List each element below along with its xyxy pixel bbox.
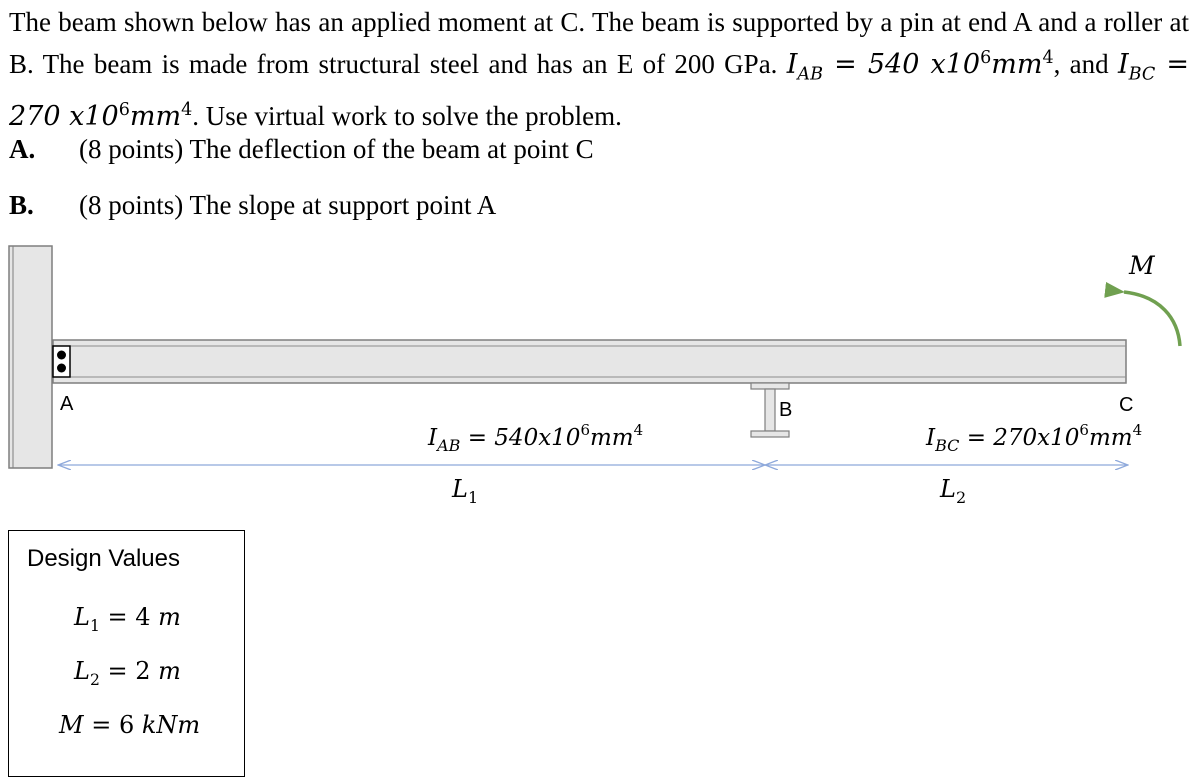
design-values-title: Design Values: [27, 545, 180, 572]
question-b-letter: B.: [9, 190, 34, 220]
iab-exponent: 6: [980, 48, 992, 68]
dv-l1-symbol: L: [74, 603, 90, 631]
ibc-diagram-value: = 270x10: [959, 425, 1080, 451]
ibc-subscript: BC: [1128, 64, 1156, 85]
label-b: B: [779, 399, 793, 421]
ibc-diagram-symbol: I: [926, 425, 936, 451]
ibc-diagram-label: [925, 421, 1142, 455]
iab-diagram-symbol: I: [428, 425, 438, 451]
design-value-m: [59, 711, 200, 740]
iab-diagram-subscript: AB: [437, 436, 461, 455]
question-a: [9, 134, 594, 165]
dv-l1-unit: m: [158, 603, 181, 631]
iab-diagram-unit: mm: [589, 425, 634, 451]
iab-unit-exponent: 4: [1042, 48, 1054, 68]
l2-diagram-symbol: L: [940, 475, 956, 503]
l1-diagram-symbol: L: [452, 475, 468, 503]
iab-unit: mm: [991, 49, 1043, 80]
problem-mid-text: , and: [1053, 49, 1118, 79]
ibc-diagram-subscript: BC: [935, 436, 960, 455]
wall: [9, 246, 52, 468]
dv-l1-subscript: 1: [89, 616, 100, 635]
beam-diagram: [0, 240, 1196, 530]
problem-intro-text: The beam shown below has an applied moment at C. The beam is supported by a pin at end A and a roller at B. The beam is made from structural steel and has an E of 200 GPa.: [9, 7, 1189, 79]
label-moment: M: [1129, 251, 1155, 280]
dv-l1-value: = 4: [99, 603, 159, 631]
ibc-unit: mm: [129, 101, 182, 133]
dv-m-symbol: M: [59, 711, 84, 739]
l2-diagram-label: [939, 475, 966, 507]
problem-statement: [9, 4, 1189, 135]
label-c: C: [1119, 394, 1134, 416]
ibc-equals: =: [1155, 49, 1190, 80]
dv-m-value: = 6: [83, 711, 142, 739]
l2-diagram-subscript: 2: [955, 488, 967, 507]
l1-diagram-subscript: 1: [467, 488, 479, 507]
iab-diagram-value: = 540x10: [460, 425, 581, 451]
question-a-letter: A.: [9, 134, 36, 164]
question-b-text: (8 points) The slope at support point A: [79, 190, 497, 220]
design-values-box: [8, 530, 245, 777]
problem-end-text: . Use virtual work to solve the problem.: [192, 101, 622, 132]
problem-paragraph: [9, 4, 1189, 135]
design-value-l1: [74, 603, 181, 635]
ibc-diagram-unit-exponent: 4: [1132, 421, 1143, 439]
iab-value: 540 x10: [867, 49, 981, 80]
ibc-unit-exponent: 4: [181, 100, 193, 121]
iab-subscript: AB: [797, 64, 823, 85]
dv-l2-symbol: L: [74, 657, 90, 685]
iab-diagram-label: [427, 421, 643, 455]
label-a: A: [60, 393, 74, 415]
ibc-symbol: I: [1117, 49, 1129, 80]
design-value-l2: [74, 657, 181, 689]
dv-m-unit: kNm: [141, 711, 201, 739]
ibc-exponent: 6: [118, 100, 130, 121]
moment-arrow: [1124, 292, 1180, 346]
ibc-diagram-exponent: 6: [1079, 421, 1089, 439]
iab-equals: =: [822, 49, 868, 80]
ibc-diagram-unit: mm: [1088, 425, 1133, 451]
dv-l2-unit: m: [158, 657, 181, 685]
pin-support-a: [53, 346, 70, 377]
l1-diagram-label: [451, 475, 478, 507]
dv-l2-subscript: 2: [89, 670, 100, 689]
question-a-text: (8 points) The deflection of the beam at point C: [79, 134, 594, 164]
ibc-value: 270 x10: [9, 101, 119, 133]
iab-symbol: I: [786, 49, 798, 80]
question-b: [9, 190, 496, 221]
iab-diagram-exponent: 6: [580, 421, 590, 439]
beam: [53, 340, 1126, 383]
dv-l2-value: = 2: [99, 657, 159, 685]
iab-diagram-unit-exponent: 4: [633, 421, 644, 439]
